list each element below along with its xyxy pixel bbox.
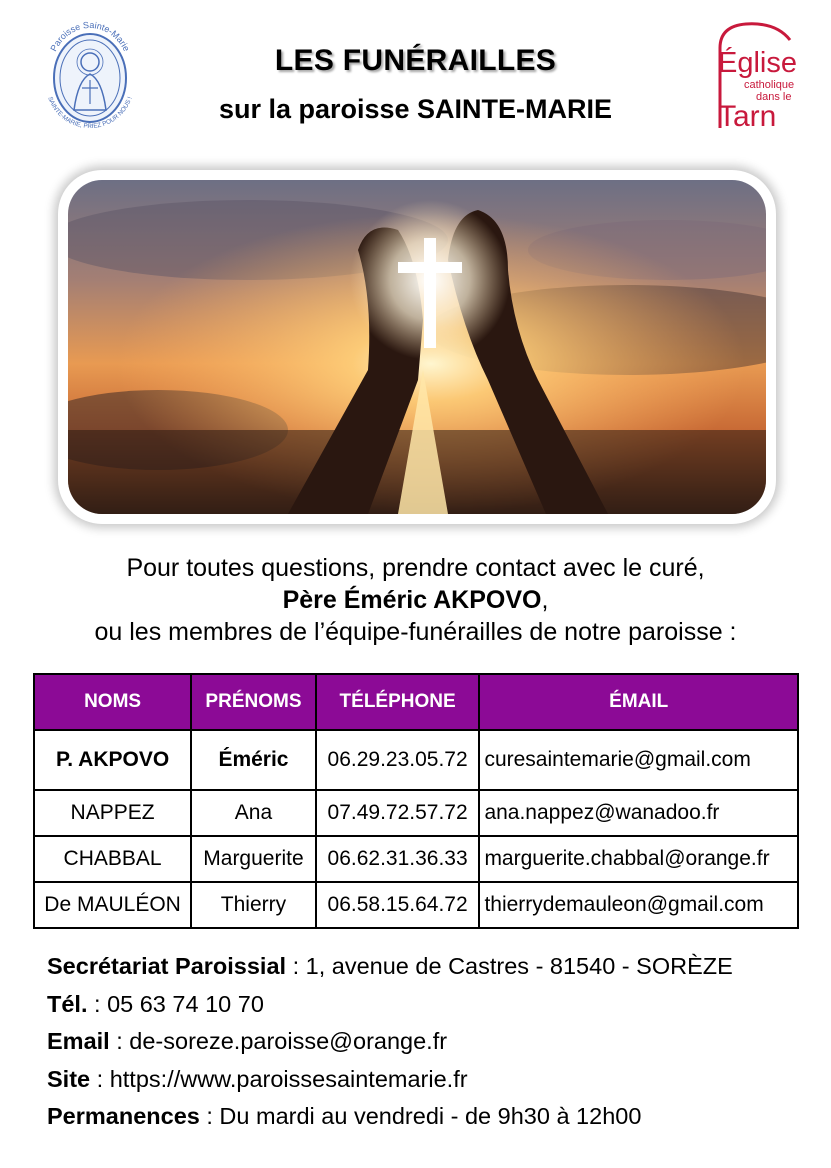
cell-telephone[interactable]: 06.29.23.05.72 [316, 730, 480, 790]
secretariat-label: Secrétariat Paroissial [47, 953, 287, 979]
table-row [34, 790, 798, 836]
col-header-email: ÉMAIL [479, 674, 798, 730]
intro-line-2 [0, 584, 831, 616]
col-header-noms: NOMS [34, 674, 191, 730]
cell-nom: NAPPEZ [34, 790, 191, 836]
intro-line-3: ou les membres de l’équipe-funérailles de notre paroisse : [94, 618, 737, 646]
logo-word-catholique: catholique [744, 79, 795, 91]
logo-word-dans-le: dans le [756, 91, 792, 103]
cell-nom: De MAULÉON [34, 882, 191, 928]
table-row [34, 882, 798, 928]
parish-info [47, 948, 733, 1136]
cell-email[interactable]: ana.nappez@wanadoo.fr [479, 790, 798, 836]
cell-prenom: Marguerite [191, 836, 316, 882]
col-header-telephone: TÉLÉPHONE [316, 674, 480, 730]
tel-value[interactable]: : 05 63 74 10 70 [87, 990, 264, 1017]
intro-text [0, 552, 831, 648]
priest-name: Père Éméric AKPOVO [282, 586, 542, 614]
email-label: Email [47, 1028, 110, 1054]
cell-prenom: Thierry [191, 882, 316, 928]
photo-frame [58, 170, 776, 524]
secretariat-line [47, 948, 733, 986]
contacts-table [33, 673, 799, 929]
praying-hands-cross-photo [68, 180, 766, 514]
cell-email[interactable]: thierrydemauleon@gmail.com [479, 882, 798, 928]
permanences-value: : Du mardi au vendredi - de 9h30 à 12h00 [199, 1103, 642, 1129]
site-label: Site [47, 1065, 91, 1092]
page-subtitle: sur la paroisse SAINTE-MARIE [218, 94, 613, 124]
secretariat-address: : 1, avenue de Castres - 81540 - SORÈZE [286, 953, 733, 979]
table-row [34, 730, 798, 790]
cell-prenom: Ana [191, 790, 316, 836]
logo-word-tarn: Tarn [718, 100, 777, 130]
logo-word-eglise: Église [718, 47, 797, 79]
cell-nom: P. AKPOVO [34, 730, 191, 790]
tel-line [47, 986, 733, 1024]
cell-telephone[interactable]: 06.58.15.64.72 [316, 882, 480, 928]
cell-email[interactable]: curesaintemarie@gmail.com [479, 730, 798, 790]
table-header-row [34, 674, 798, 730]
email-line [47, 1023, 733, 1061]
cell-prenom: Éméric [191, 730, 316, 790]
permanences-line [47, 1098, 733, 1136]
tel-label: Tél. [47, 990, 88, 1017]
intro-comma: , [541, 586, 549, 614]
cell-telephone[interactable]: 06.62.31.36.33 [316, 836, 480, 882]
intro-line-1: Pour toutes questions, prendre contact avec le curé, [126, 554, 705, 582]
table-row [34, 836, 798, 882]
site-line [47, 1061, 733, 1099]
site-url[interactable]: : https://www.paroissesaintemarie.fr [90, 1065, 468, 1092]
cell-email[interactable]: marguerite.chabbal@orange.fr [479, 836, 798, 882]
permanences-label: Permanences [47, 1103, 200, 1129]
email-value[interactable]: : de-soreze.paroisse@orange.fr [109, 1028, 448, 1054]
cell-telephone[interactable]: 07.49.72.57.72 [316, 790, 480, 836]
page-title: LES FUNÉRAILLES [274, 44, 557, 77]
col-header-prenoms: PRÉNOMS [191, 674, 316, 730]
logo-text-top: Paroisse Sainte-Marie [48, 19, 132, 53]
logo-text-bottom: SAINTE-MARIE, PRIEZ POUR NOUS ! [46, 95, 134, 131]
cell-nom: CHABBAL [34, 836, 191, 882]
